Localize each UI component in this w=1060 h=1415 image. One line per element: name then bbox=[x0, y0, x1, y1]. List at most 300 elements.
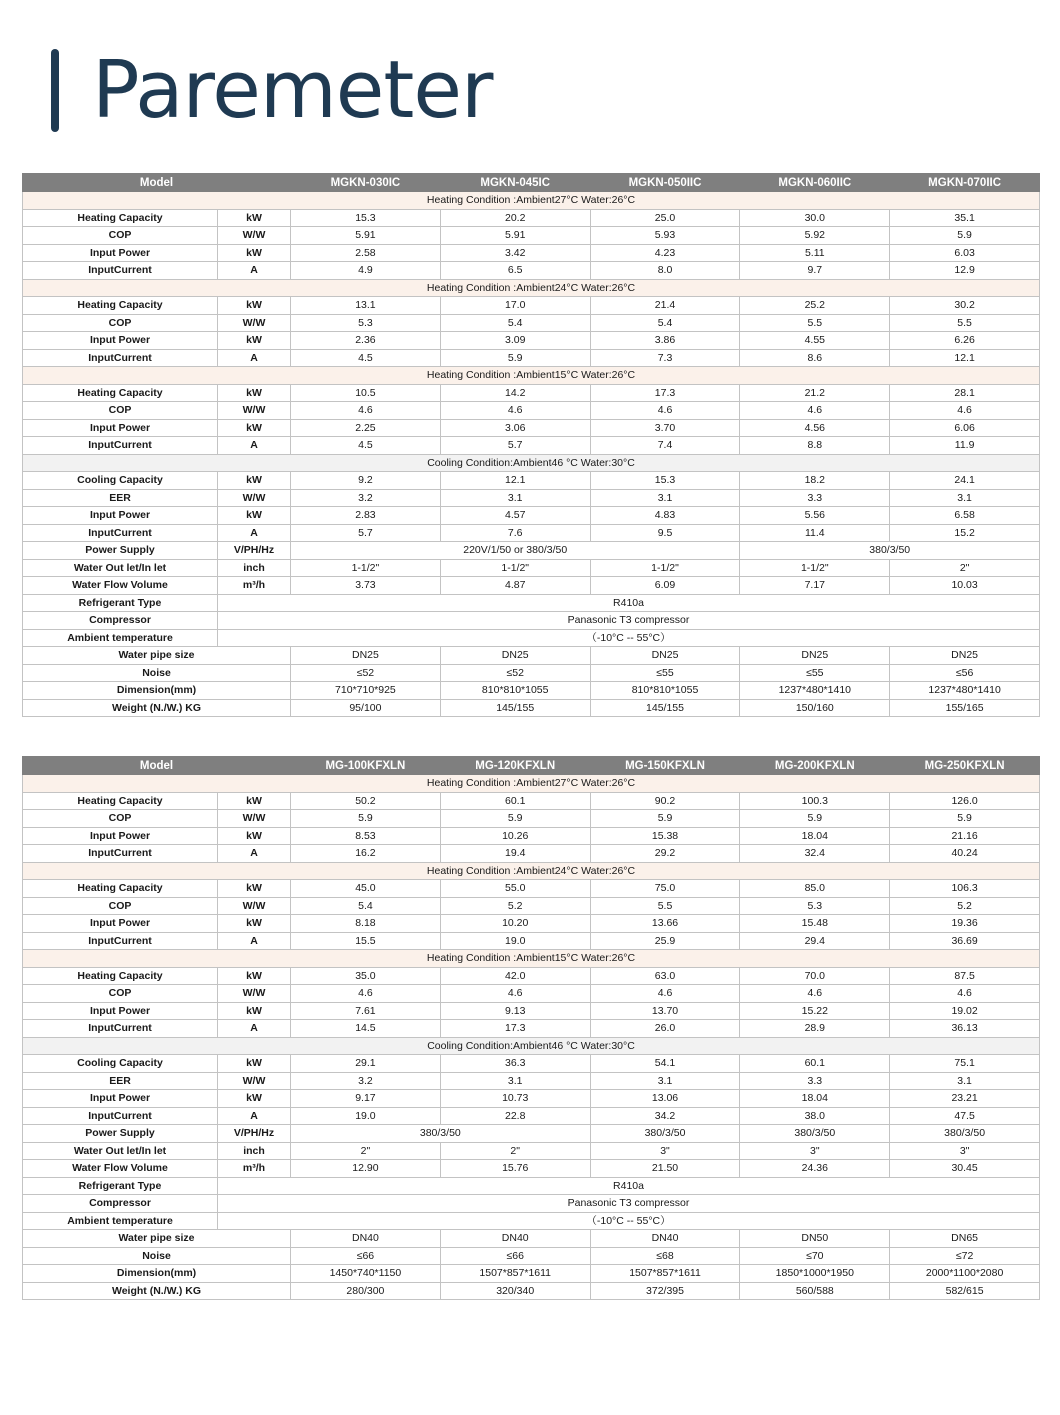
condition-row bbox=[23, 862, 1040, 880]
table-row bbox=[23, 507, 1040, 525]
row-label: Dimension(mm) bbox=[23, 1265, 291, 1283]
row-unit: m³/h bbox=[218, 1160, 291, 1178]
table-row bbox=[23, 845, 1040, 863]
table-cell: 35.0 bbox=[291, 967, 441, 985]
header-model-name: MG-100KFXLN bbox=[291, 757, 441, 775]
table-cell: 3" bbox=[590, 1142, 740, 1160]
table-cell: 1-1/2" bbox=[291, 559, 441, 577]
table-cell: 5.56 bbox=[740, 507, 890, 525]
table-cell: 4.23 bbox=[590, 244, 740, 262]
table-row bbox=[23, 1195, 1040, 1213]
table-cell: 8.6 bbox=[740, 349, 890, 367]
row-label: Heating Capacity bbox=[23, 384, 218, 402]
row-unit: kW bbox=[218, 1055, 291, 1073]
row-unit: kW bbox=[218, 332, 291, 350]
table-cell: 75.0 bbox=[590, 880, 740, 898]
row-unit: A bbox=[218, 1107, 291, 1125]
table-cell: 380/3/50 bbox=[740, 1125, 890, 1143]
table-row bbox=[23, 1125, 1040, 1143]
condition-label: Heating Condition :Ambient15°C Water:26°C bbox=[23, 367, 1040, 385]
row-label: COP bbox=[23, 985, 218, 1003]
table-cell: （-10°C -- 55°C） bbox=[218, 629, 1040, 647]
table-row bbox=[23, 880, 1040, 898]
table-cell: 24.36 bbox=[740, 1160, 890, 1178]
table-cell: 1237*480*1410 bbox=[890, 682, 1040, 700]
row-label: COP bbox=[23, 897, 218, 915]
table-cell: 15.22 bbox=[740, 1002, 890, 1020]
row-label: Heating Capacity bbox=[23, 792, 218, 810]
table-cell: 5.9 bbox=[440, 349, 590, 367]
table-cell: 26.0 bbox=[590, 1020, 740, 1038]
table-cell: ≤52 bbox=[440, 664, 590, 682]
row-label: Water Out let/In let bbox=[23, 559, 218, 577]
table-cell: 6.03 bbox=[890, 244, 1040, 262]
row-label: InputCurrent bbox=[23, 349, 218, 367]
row-label: Heating Capacity bbox=[23, 297, 218, 315]
table-row bbox=[23, 384, 1040, 402]
table-cell: 22.8 bbox=[440, 1107, 590, 1125]
table-cell: 1850*1000*1950 bbox=[740, 1265, 890, 1283]
table-cell: 15.38 bbox=[590, 827, 740, 845]
table-cell: 8.8 bbox=[740, 437, 890, 455]
row-unit: V/PH/Hz bbox=[218, 542, 291, 560]
table-row bbox=[23, 629, 1040, 647]
table-cell: 1507*857*1611 bbox=[590, 1265, 740, 1283]
table-cell: 60.1 bbox=[740, 1055, 890, 1073]
row-label: InputCurrent bbox=[23, 845, 218, 863]
table-cell: 30.45 bbox=[890, 1160, 1040, 1178]
table-cell: 5.7 bbox=[440, 437, 590, 455]
row-unit: kW bbox=[218, 1002, 291, 1020]
table-cell: 9.13 bbox=[440, 1002, 590, 1020]
table-cell: 63.0 bbox=[590, 967, 740, 985]
table-row bbox=[23, 209, 1040, 227]
table-cell: 15.2 bbox=[890, 524, 1040, 542]
table-row bbox=[23, 967, 1040, 985]
table-cell: Panasonic T3 compressor bbox=[218, 1195, 1040, 1213]
table-cell: 9.17 bbox=[291, 1090, 441, 1108]
table-cell: 380/3/50 bbox=[291, 1125, 591, 1143]
row-unit: kW bbox=[218, 244, 291, 262]
table-cell: R410a bbox=[218, 1177, 1040, 1195]
table-cell: 4.6 bbox=[291, 985, 441, 1003]
table-cell: 2" bbox=[890, 559, 1040, 577]
table-cell: 1507*857*1611 bbox=[440, 1265, 590, 1283]
table-cell: 280/300 bbox=[291, 1282, 441, 1300]
table-cell: 4.6 bbox=[440, 402, 590, 420]
table-cell: 7.17 bbox=[740, 577, 890, 595]
condition-row bbox=[23, 950, 1040, 968]
table-cell: 4.6 bbox=[440, 985, 590, 1003]
table-cell: 55.0 bbox=[440, 880, 590, 898]
table-cell: ≤55 bbox=[590, 664, 740, 682]
spec-table-1 bbox=[22, 173, 1040, 717]
table-cell: 5.92 bbox=[740, 227, 890, 245]
table-row bbox=[23, 524, 1040, 542]
table-cell: 4.83 bbox=[590, 507, 740, 525]
table-cell: 320/340 bbox=[440, 1282, 590, 1300]
table-cell: 5.9 bbox=[890, 810, 1040, 828]
table-cell: 10.26 bbox=[440, 827, 590, 845]
row-label: Input Power bbox=[23, 1002, 218, 1020]
table-cell: 30.2 bbox=[890, 297, 1040, 315]
table-cell: 19.0 bbox=[440, 932, 590, 950]
table-cell: 85.0 bbox=[740, 880, 890, 898]
table-cell: 2" bbox=[440, 1142, 590, 1160]
table-cell: 4.57 bbox=[440, 507, 590, 525]
table-cell: 5.2 bbox=[890, 897, 1040, 915]
table-row bbox=[23, 1020, 1040, 1038]
table-row bbox=[23, 1107, 1040, 1125]
row-unit: A bbox=[218, 524, 291, 542]
table-cell: 10.03 bbox=[890, 577, 1040, 595]
table-cell: 3" bbox=[890, 1142, 1040, 1160]
header-model-name: MGKN-045IC bbox=[440, 174, 590, 192]
table-cell: R410a bbox=[218, 594, 1040, 612]
table-cell: 5.2 bbox=[440, 897, 590, 915]
table-cell: 5.93 bbox=[590, 227, 740, 245]
table-row bbox=[23, 1177, 1040, 1195]
table-cell: 4.9 bbox=[291, 262, 441, 280]
table-cell: 4.87 bbox=[440, 577, 590, 595]
table-cell: 13.66 bbox=[590, 915, 740, 933]
table-row bbox=[23, 472, 1040, 490]
table-row bbox=[23, 1160, 1040, 1178]
table-cell: 3.09 bbox=[440, 332, 590, 350]
row-unit: W/W bbox=[218, 314, 291, 332]
condition-row bbox=[23, 279, 1040, 297]
row-unit: kW bbox=[218, 827, 291, 845]
header-model-name: MG-250KFXLN bbox=[890, 757, 1040, 775]
table-row bbox=[23, 647, 1040, 665]
table-cell: 4.6 bbox=[890, 402, 1040, 420]
table-cell: 70.0 bbox=[740, 967, 890, 985]
table-row bbox=[23, 314, 1040, 332]
table-cell: 1-1/2" bbox=[740, 559, 890, 577]
table-cell: 5.4 bbox=[440, 314, 590, 332]
condition-label: Cooling Condition:Ambient46 °C Water:30°C bbox=[23, 454, 1040, 472]
table-cell: 8.18 bbox=[291, 915, 441, 933]
header-model-name: MG-150KFXLN bbox=[590, 757, 740, 775]
table-cell: 100.3 bbox=[740, 792, 890, 810]
table-cell: 5.5 bbox=[740, 314, 890, 332]
table-row bbox=[23, 827, 1040, 845]
table-cell: 19.0 bbox=[291, 1107, 441, 1125]
condition-row bbox=[23, 454, 1040, 472]
header-model: Model bbox=[23, 174, 291, 192]
table-row bbox=[23, 594, 1040, 612]
table-cell: 14.5 bbox=[291, 1020, 441, 1038]
table-cell: 13.70 bbox=[590, 1002, 740, 1020]
table-cell: 5.9 bbox=[590, 810, 740, 828]
table-row bbox=[23, 577, 1040, 595]
header-model-name: MGKN-030IC bbox=[291, 174, 441, 192]
table-cell: 3.1 bbox=[590, 489, 740, 507]
page-title: Paremeter bbox=[92, 44, 493, 136]
table-cell: 18.04 bbox=[740, 827, 890, 845]
table-cell: 4.55 bbox=[740, 332, 890, 350]
row-label: Water pipe size bbox=[23, 647, 291, 665]
row-label: Dimension(mm) bbox=[23, 682, 291, 700]
table-cell: 150/160 bbox=[740, 699, 890, 717]
table-row bbox=[23, 332, 1040, 350]
table-cell: 4.6 bbox=[590, 985, 740, 1003]
table-cell: 3.2 bbox=[291, 489, 441, 507]
header-model: Model bbox=[23, 757, 291, 775]
row-label: Refrigerant Type bbox=[23, 1177, 218, 1195]
row-unit: A bbox=[218, 262, 291, 280]
row-label: Compressor bbox=[23, 1195, 218, 1213]
row-label: Heating Capacity bbox=[23, 967, 218, 985]
row-unit: W/W bbox=[218, 985, 291, 1003]
table-cell: 3" bbox=[740, 1142, 890, 1160]
row-unit: A bbox=[218, 437, 291, 455]
table-cell: 17.3 bbox=[590, 384, 740, 402]
row-label: Weight (N./W.) KG bbox=[23, 1282, 291, 1300]
table-cell: 21.4 bbox=[590, 297, 740, 315]
condition-label: Heating Condition :Ambient24°C Water:26°C bbox=[23, 279, 1040, 297]
header-model-name: MGKN-060IIC bbox=[740, 174, 890, 192]
table-cell: 3.2 bbox=[291, 1072, 441, 1090]
table-cell: 12.90 bbox=[291, 1160, 441, 1178]
table-cell: 1450*740*1150 bbox=[291, 1265, 441, 1283]
table-row bbox=[23, 542, 1040, 560]
table-cell: ≤52 bbox=[291, 664, 441, 682]
row-unit: kW bbox=[218, 297, 291, 315]
table-cell: 10.73 bbox=[440, 1090, 590, 1108]
table-row bbox=[23, 699, 1040, 717]
table-cell: 4.6 bbox=[740, 985, 890, 1003]
row-label: InputCurrent bbox=[23, 437, 218, 455]
table-cell: 18.2 bbox=[740, 472, 890, 490]
table-cell: 6.06 bbox=[890, 419, 1040, 437]
table-cell: 5.3 bbox=[740, 897, 890, 915]
row-label: InputCurrent bbox=[23, 1107, 218, 1125]
table-cell: ≤66 bbox=[440, 1247, 590, 1265]
table-cell: 1-1/2" bbox=[590, 559, 740, 577]
table-cell: 35.1 bbox=[890, 209, 1040, 227]
table-cell: 2.25 bbox=[291, 419, 441, 437]
table-row bbox=[23, 664, 1040, 682]
table-cell: （-10°C -- 55°C） bbox=[218, 1212, 1040, 1230]
table-cell: ≤56 bbox=[890, 664, 1040, 682]
row-label: COP bbox=[23, 227, 218, 245]
row-label: Power Supply bbox=[23, 542, 218, 560]
table-cell: 11.4 bbox=[740, 524, 890, 542]
table-row bbox=[23, 985, 1040, 1003]
row-label: Water Flow Volume bbox=[23, 1160, 218, 1178]
table-cell: 54.1 bbox=[590, 1055, 740, 1073]
row-unit: inch bbox=[218, 1142, 291, 1160]
table-cell: 15.48 bbox=[740, 915, 890, 933]
table-cell: 36.13 bbox=[890, 1020, 1040, 1038]
row-label: COP bbox=[23, 810, 218, 828]
table-cell: DN25 bbox=[740, 647, 890, 665]
table-cell: 4.5 bbox=[291, 349, 441, 367]
condition-row bbox=[23, 775, 1040, 793]
table-cell: 28.9 bbox=[740, 1020, 890, 1038]
row-unit: W/W bbox=[218, 1072, 291, 1090]
table-row bbox=[23, 810, 1040, 828]
table-cell: 810*810*1055 bbox=[590, 682, 740, 700]
table-cell: DN50 bbox=[740, 1230, 890, 1248]
row-unit: kW bbox=[218, 384, 291, 402]
table-cell: 5.7 bbox=[291, 524, 441, 542]
table-cell: 5.11 bbox=[740, 244, 890, 262]
table-cell: 145/155 bbox=[440, 699, 590, 717]
table-cell: 20.2 bbox=[440, 209, 590, 227]
table-cell: 9.2 bbox=[291, 472, 441, 490]
table-cell: 28.1 bbox=[890, 384, 1040, 402]
table-cell: ≤68 bbox=[590, 1247, 740, 1265]
row-label: Heating Capacity bbox=[23, 880, 218, 898]
row-label: Water Out let/In let bbox=[23, 1142, 218, 1160]
header-model-name: MG-120KFXLN bbox=[440, 757, 590, 775]
table-cell: 16.2 bbox=[291, 845, 441, 863]
table-cell: 38.0 bbox=[740, 1107, 890, 1125]
row-label: Water pipe size bbox=[23, 1230, 291, 1248]
row-unit: kW bbox=[218, 792, 291, 810]
row-label: Input Power bbox=[23, 1090, 218, 1108]
header-model-name: MG-200KFXLN bbox=[740, 757, 890, 775]
table-cell: 15.76 bbox=[440, 1160, 590, 1178]
table-row bbox=[23, 402, 1040, 420]
table-cell: 4.6 bbox=[291, 402, 441, 420]
table-row bbox=[23, 559, 1040, 577]
table-row bbox=[23, 349, 1040, 367]
row-unit: W/W bbox=[218, 897, 291, 915]
table-cell: 560/588 bbox=[740, 1282, 890, 1300]
table-cell: 1237*480*1410 bbox=[740, 682, 890, 700]
table-cell: 25.9 bbox=[590, 932, 740, 950]
table-cell: 25.2 bbox=[740, 297, 890, 315]
table-cell: 30.0 bbox=[740, 209, 890, 227]
table-cell: 15.5 bbox=[291, 932, 441, 950]
row-label: Refrigerant Type bbox=[23, 594, 218, 612]
table-cell: 34.2 bbox=[590, 1107, 740, 1125]
table-cell: DN25 bbox=[890, 647, 1040, 665]
table-row bbox=[23, 1282, 1040, 1300]
table-cell: 29.2 bbox=[590, 845, 740, 863]
table-cell: 4.6 bbox=[890, 985, 1040, 1003]
table-cell: 4.5 bbox=[291, 437, 441, 455]
table-cell: 5.4 bbox=[291, 897, 441, 915]
table-row bbox=[23, 1265, 1040, 1283]
table-cell: 3.3 bbox=[740, 1072, 890, 1090]
table-cell: 3.70 bbox=[590, 419, 740, 437]
spec-table-2 bbox=[22, 756, 1040, 1300]
table-row bbox=[23, 489, 1040, 507]
table-cell: 106.3 bbox=[890, 880, 1040, 898]
table-row bbox=[23, 1230, 1040, 1248]
table-row bbox=[23, 1247, 1040, 1265]
row-unit: kW bbox=[218, 472, 291, 490]
table-cell: 3.1 bbox=[890, 1072, 1040, 1090]
table-cell: ≤70 bbox=[740, 1247, 890, 1265]
table-cell: 17.0 bbox=[440, 297, 590, 315]
table-cell: 21.2 bbox=[740, 384, 890, 402]
table-cell: 19.4 bbox=[440, 845, 590, 863]
table-cell: 372/395 bbox=[590, 1282, 740, 1300]
row-label: Input Power bbox=[23, 332, 218, 350]
table-cell: 6.5 bbox=[440, 262, 590, 280]
row-unit: W/W bbox=[218, 402, 291, 420]
table-cell: 220V/1/50 or 380/3/50 bbox=[291, 542, 740, 560]
table-cell: 1-1/2" bbox=[440, 559, 590, 577]
table-cell: 3.1 bbox=[890, 489, 1040, 507]
table-cell: 380/3/50 bbox=[740, 542, 1040, 560]
table-cell: 2.36 bbox=[291, 332, 441, 350]
title-accent-bar bbox=[51, 49, 59, 132]
table-row bbox=[23, 1002, 1040, 1020]
table-row bbox=[23, 1090, 1040, 1108]
row-label: Input Power bbox=[23, 419, 218, 437]
table-row bbox=[23, 262, 1040, 280]
table-cell: DN40 bbox=[440, 1230, 590, 1248]
row-unit: A bbox=[218, 1020, 291, 1038]
row-label: Cooling Capacity bbox=[23, 1055, 218, 1073]
table-cell: 14.2 bbox=[440, 384, 590, 402]
table-row bbox=[23, 1142, 1040, 1160]
table-cell: ≤72 bbox=[890, 1247, 1040, 1265]
table-cell: 7.61 bbox=[291, 1002, 441, 1020]
condition-label: Heating Condition :Ambient24°C Water:26°C bbox=[23, 862, 1040, 880]
table-cell: 24.1 bbox=[890, 472, 1040, 490]
table-row bbox=[23, 932, 1040, 950]
table-cell: 10.5 bbox=[291, 384, 441, 402]
table-row bbox=[23, 227, 1040, 245]
row-label: Noise bbox=[23, 1247, 291, 1265]
row-unit: A bbox=[218, 932, 291, 950]
table-row bbox=[23, 792, 1040, 810]
table-cell: 7.6 bbox=[440, 524, 590, 542]
condition-label: Heating Condition :Ambient27°C Water:26°C bbox=[23, 775, 1040, 793]
table-cell: 5.9 bbox=[440, 810, 590, 828]
table-cell: 12.9 bbox=[890, 262, 1040, 280]
row-label: Input Power bbox=[23, 507, 218, 525]
table-cell: 13.06 bbox=[590, 1090, 740, 1108]
row-label: Input Power bbox=[23, 827, 218, 845]
table-cell: DN40 bbox=[291, 1230, 441, 1248]
row-unit: kW bbox=[218, 507, 291, 525]
table-cell: 6.26 bbox=[890, 332, 1040, 350]
table-cell: 5.91 bbox=[291, 227, 441, 245]
table-cell: 29.4 bbox=[740, 932, 890, 950]
table-cell: 7.3 bbox=[590, 349, 740, 367]
row-label: EER bbox=[23, 1072, 218, 1090]
table-cell: 380/3/50 bbox=[590, 1125, 740, 1143]
row-label: COP bbox=[23, 314, 218, 332]
row-unit: A bbox=[218, 845, 291, 863]
condition-row bbox=[23, 367, 1040, 385]
table-cell: 3.1 bbox=[590, 1072, 740, 1090]
table-cell: 8.53 bbox=[291, 827, 441, 845]
condition-label: Cooling Condition:Ambient46 °C Water:30°C bbox=[23, 1037, 1040, 1055]
row-label: Weight (N./W.) KG bbox=[23, 699, 291, 717]
table-header-row bbox=[23, 757, 1040, 775]
row-label: Cooling Capacity bbox=[23, 472, 218, 490]
table-cell: 3.73 bbox=[291, 577, 441, 595]
row-label: EER bbox=[23, 489, 218, 507]
table-row bbox=[23, 897, 1040, 915]
table-cell: DN25 bbox=[590, 647, 740, 665]
table-cell: 23.21 bbox=[890, 1090, 1040, 1108]
table-cell: 2" bbox=[291, 1142, 441, 1160]
table-cell: 95/100 bbox=[291, 699, 441, 717]
row-label: Heating Capacity bbox=[23, 209, 218, 227]
row-unit: V/PH/Hz bbox=[218, 1125, 291, 1143]
row-label: Noise bbox=[23, 664, 291, 682]
